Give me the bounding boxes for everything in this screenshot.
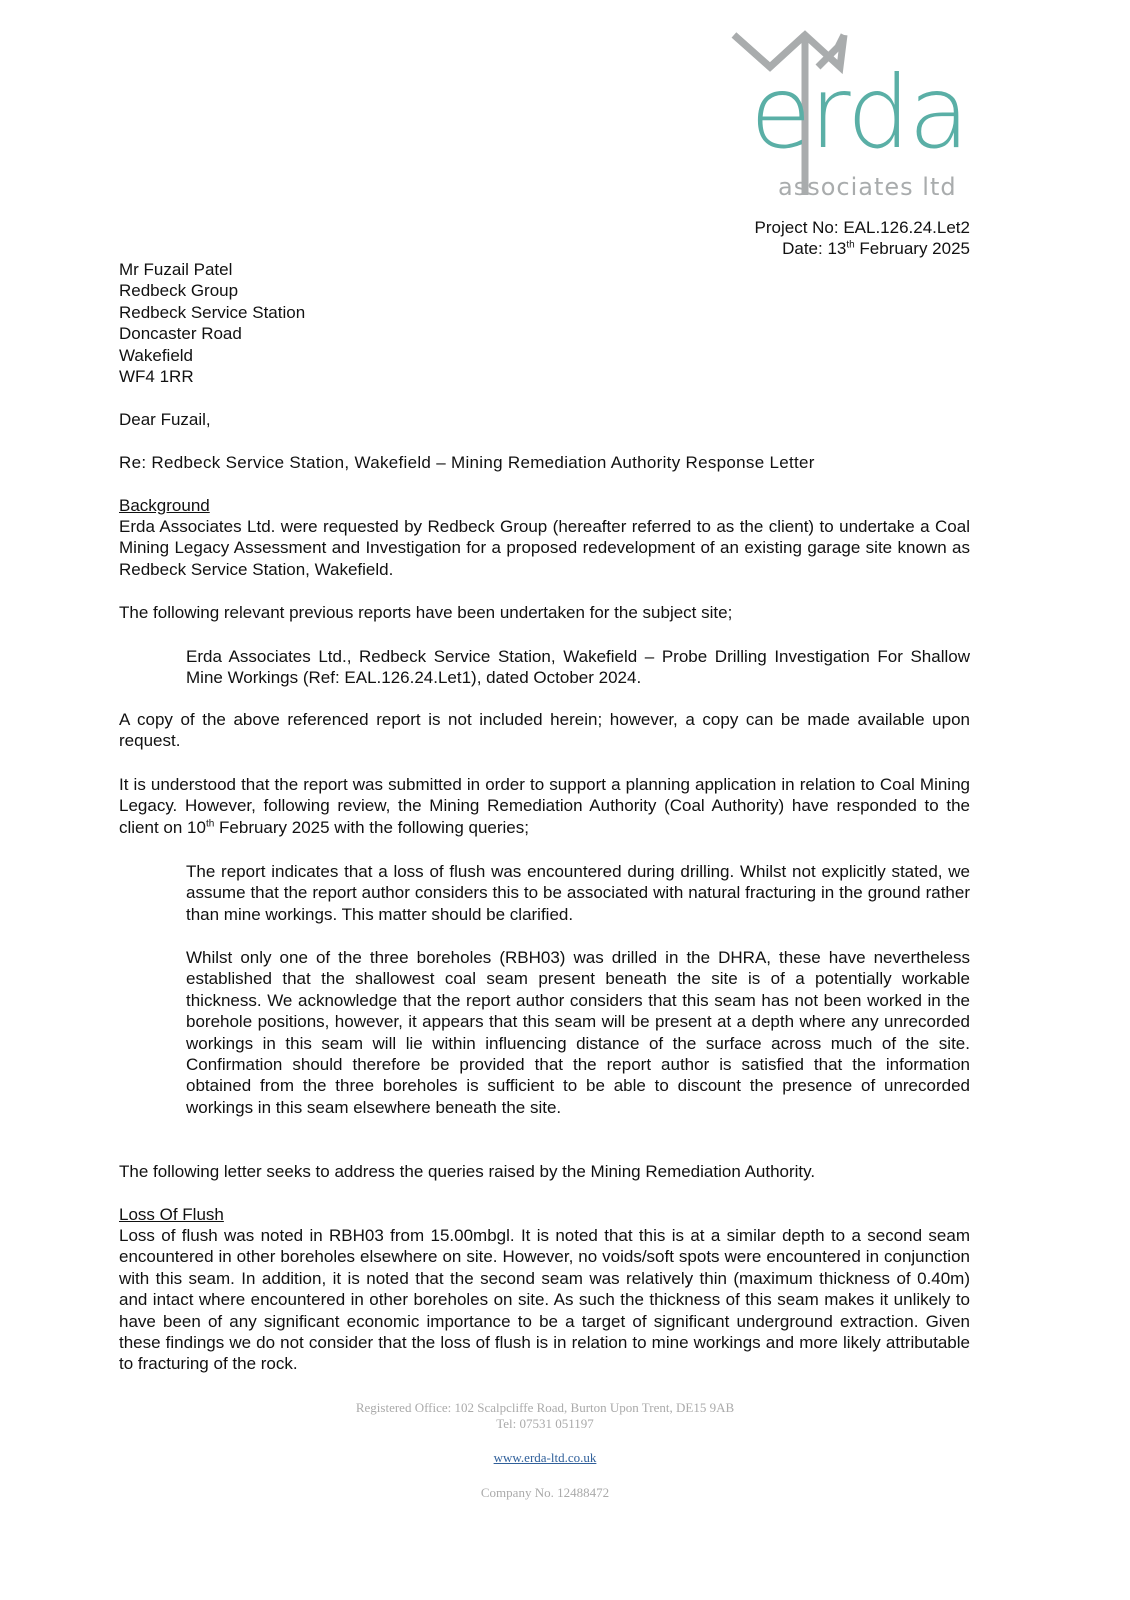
recipient-address — [119, 259, 970, 387]
address-line: WF4 1RR — [119, 367, 194, 387]
loss-of-flush-paragraph: Loss of flush was noted in RBH03 from 15.00mbgl. It is noted that this is at a similar depth to a second seam encountered in other boreholes elsewhere on site. However, no voids/soft spots were encountered in conjunction with this seam. In addition, it is noted that the second seam was relatively thin (maximum thickness of 0.40m) and intact where encountered in other boreholes on site. As such the thickness of this seam makes it unlikely to have been of any significant economic importance to be a target of significant underground extraction. Given these findings we do not consider that the loss of flush is in relation to mine workings and more likely attributable to fracturing of the rock. — [119, 1226, 970, 1374]
subject-line: Re: Redbeck Service Station, Wakefield – Mining Remediation Authority Response Letter — [119, 453, 815, 472]
letter-date: Date: 13th February 2025 — [782, 239, 970, 259]
footer-website-wrap — [0, 1450, 1090, 1466]
query-1: The report indicates that a loss of flush was encountered during drilling. Whilst not explicitly stated, we assume that the report author considers this to be associated with natural fracturing in the ground rather than mine workings. This matter should be clarified. — [186, 862, 970, 924]
understood-paragraph: It is understood that the report was submitted in order to support a planning application in relation to Coal Mining Legacy. However, following review, the Mining Remediation Authority (Coal Authority) have responded to the client on 10th February 2025 with the following queries; — [119, 775, 970, 837]
closing-intro: The following letter seeks to address the queries raised by the Mining Remediation Authority. — [119, 1162, 816, 1181]
footer-office: Registered Office: 102 Scalpcliffe Road, Burton Upon Trent, DE15 9AB — [355, 1400, 735, 1415]
address-line: Mr Fuzail Patel — [119, 260, 233, 279]
background-heading: Background — [119, 496, 210, 515]
address-line: Wakefield — [119, 345, 194, 365]
salutation: Dear Fuzail, — [119, 410, 211, 429]
query-2: Whilst only one of the three boreholes (RBH03) was drilled in the DHRA, these have nevertheless established that the shallowest coal seam present beneath the site is of a potentially workable thickness. We acknowledge that the report author considers that this seam has not been worked in the borehole positions, however, it appears that this seam will be present at a depth where any unrecorded workings in this seam will lie within influencing distance of the surface across much of the site. Confirmation should therefore be provided that the report author is satisfied that the information obtained from the three boreholes is sufficient to be able to discount the presence of unrecorded workings in this seam elsewhere beneath the site. — [186, 948, 970, 1117]
previous-reports-intro: The following relevant previous reports have been undertaken for the subject site; — [119, 603, 733, 622]
footer-tel: Tel: 07531 051197 — [496, 1416, 594, 1431]
svg-text:erda: erda — [750, 54, 968, 171]
project-number: Project No: EAL.126.24.Let2 — [754, 218, 970, 237]
erda-logo — [720, 25, 980, 205]
address-line: Doncaster Road — [119, 324, 242, 344]
svg-text:associates ltd: associates ltd — [778, 173, 957, 201]
background-paragraph: Erda Associates Ltd. were requested by Redbeck Group (hereafter referred to as the client) to undertake a Coal Mining Legacy Assessment and Investigation for a proposed redevelopment of an existing garage site known as Redbeck Service Station, Wakefield. — [119, 517, 970, 579]
footer-website-link[interactable]: www.erda-ltd.co.uk — [493, 1450, 597, 1465]
loss-of-flush-heading: Loss Of Flush — [119, 1205, 224, 1224]
copy-note: A copy of the above referenced report is not included herein; however, a copy can be made available upon request. — [119, 710, 970, 751]
previous-report-reference: Erda Associates Ltd., Redbeck Service Station, Wakefield – Probe Drilling Investigation For Shallow Mine Workings (Ref: EAL.126.24.Let1), dated October 2024. — [186, 647, 970, 688]
address-line: Redbeck Service Station — [119, 302, 306, 322]
address-line: Redbeck Group — [119, 281, 239, 301]
footer-company-no: Company No. 12488472 — [480, 1485, 610, 1500]
project-header — [755, 217, 970, 260]
